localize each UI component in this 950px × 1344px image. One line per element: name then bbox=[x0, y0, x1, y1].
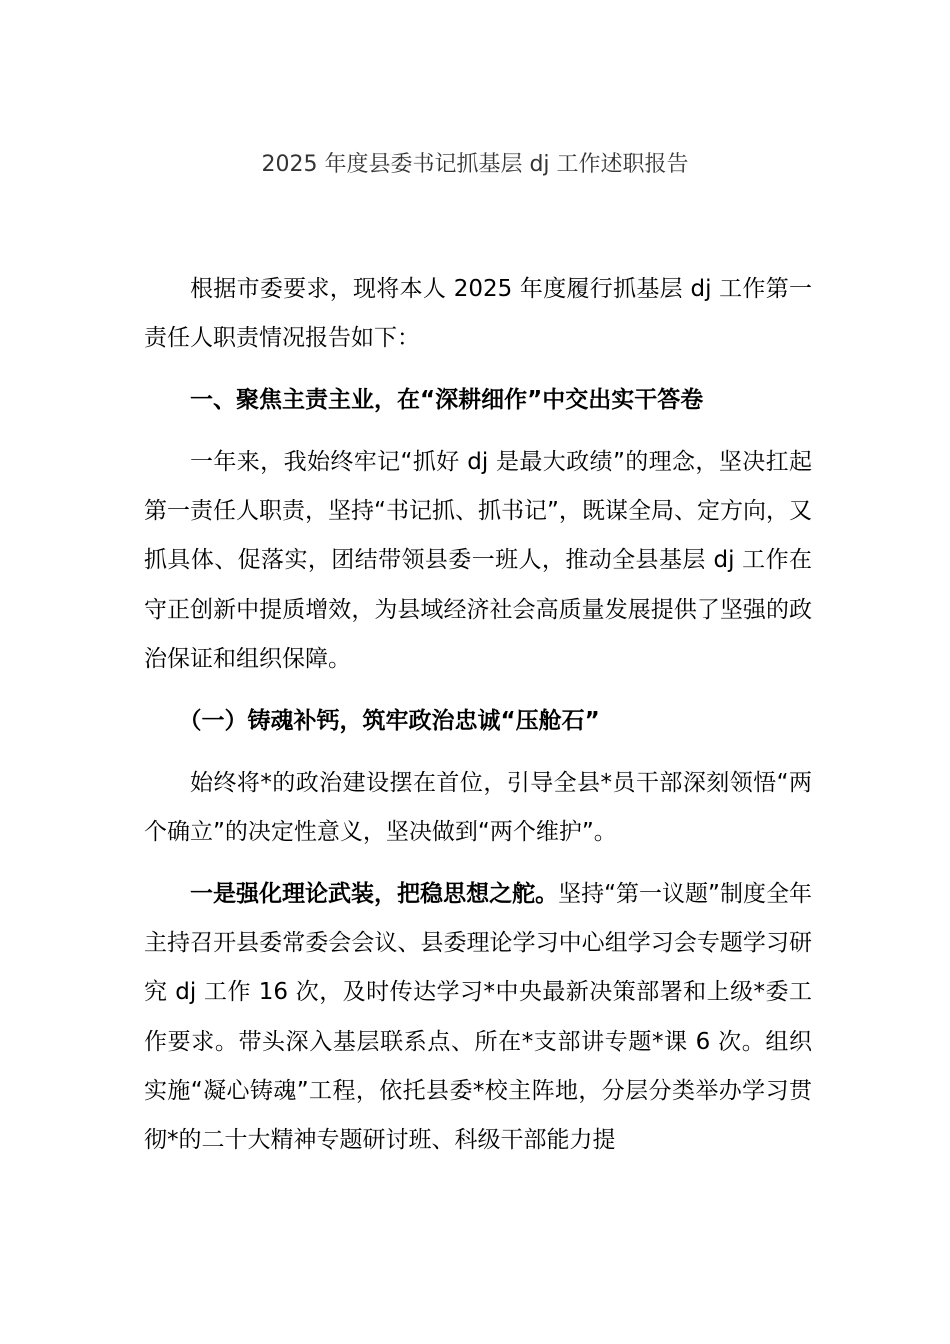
point-1-lead: 一是强化理论武装，把稳思想之舵。 bbox=[190, 880, 559, 907]
spacer bbox=[144, 857, 812, 870]
subsection-1-paragraph: 始终将*的政治建设摆在首位，引导全县*员干部深刻领悟“两个确立”的决定性意义，坚决做到“两个维护”。 bbox=[144, 769, 812, 845]
section-heading-1: 一、聚焦主责主业，在“深耕细作”中交出实干答卷 bbox=[190, 387, 704, 414]
document-body bbox=[144, 265, 812, 1166]
spacer bbox=[144, 746, 812, 759]
document-title: 2025 年度县委书记抓基层 dj 工作述职报告 bbox=[261, 152, 689, 177]
spacer bbox=[144, 425, 812, 438]
intro-paragraph: 根据市委要求，现将本人 2025 年度履行抓基层 dj 工作第一责任人职责情况报告如下： bbox=[144, 276, 812, 352]
spacer bbox=[144, 364, 812, 377]
spacer bbox=[144, 684, 812, 697]
point-1-paragraph bbox=[144, 870, 812, 1166]
section-1-paragraph: 一年来，我始终牢记“抓好 dj 是最大政绩”的理念，坚决扛起第一责任人职责，坚持“书记抓、抓书记”，既谋全局、定方向，又抓具体、促落实，团结带领县委一班人，推动全县基层 dj 工作在守正创新中提质增效，为县域经济社会高质量发展提供了坚强的政治保证和组织保障。 bbox=[144, 448, 812, 673]
subsection-heading-1: （一）铸魂补钙，筑牢政治忠诚“压舱石” bbox=[178, 707, 600, 734]
point-1-text: 坚持“第一议题”制度全年主持召开县委常委会会议、县委理论学习中心组学习会专题学习研究 dj 工作 16 次，及时传达学习*中央最新决策部署和上级*委工作要求。带头深入基层联系点、所在*支部讲专题*课 6 次。组织实施“凝心铸魂”工程，依托县委*校主阵地，分层分类举办学习贯彻*的二十大精神专题研讨班、科级干部能力提 bbox=[144, 880, 812, 1154]
